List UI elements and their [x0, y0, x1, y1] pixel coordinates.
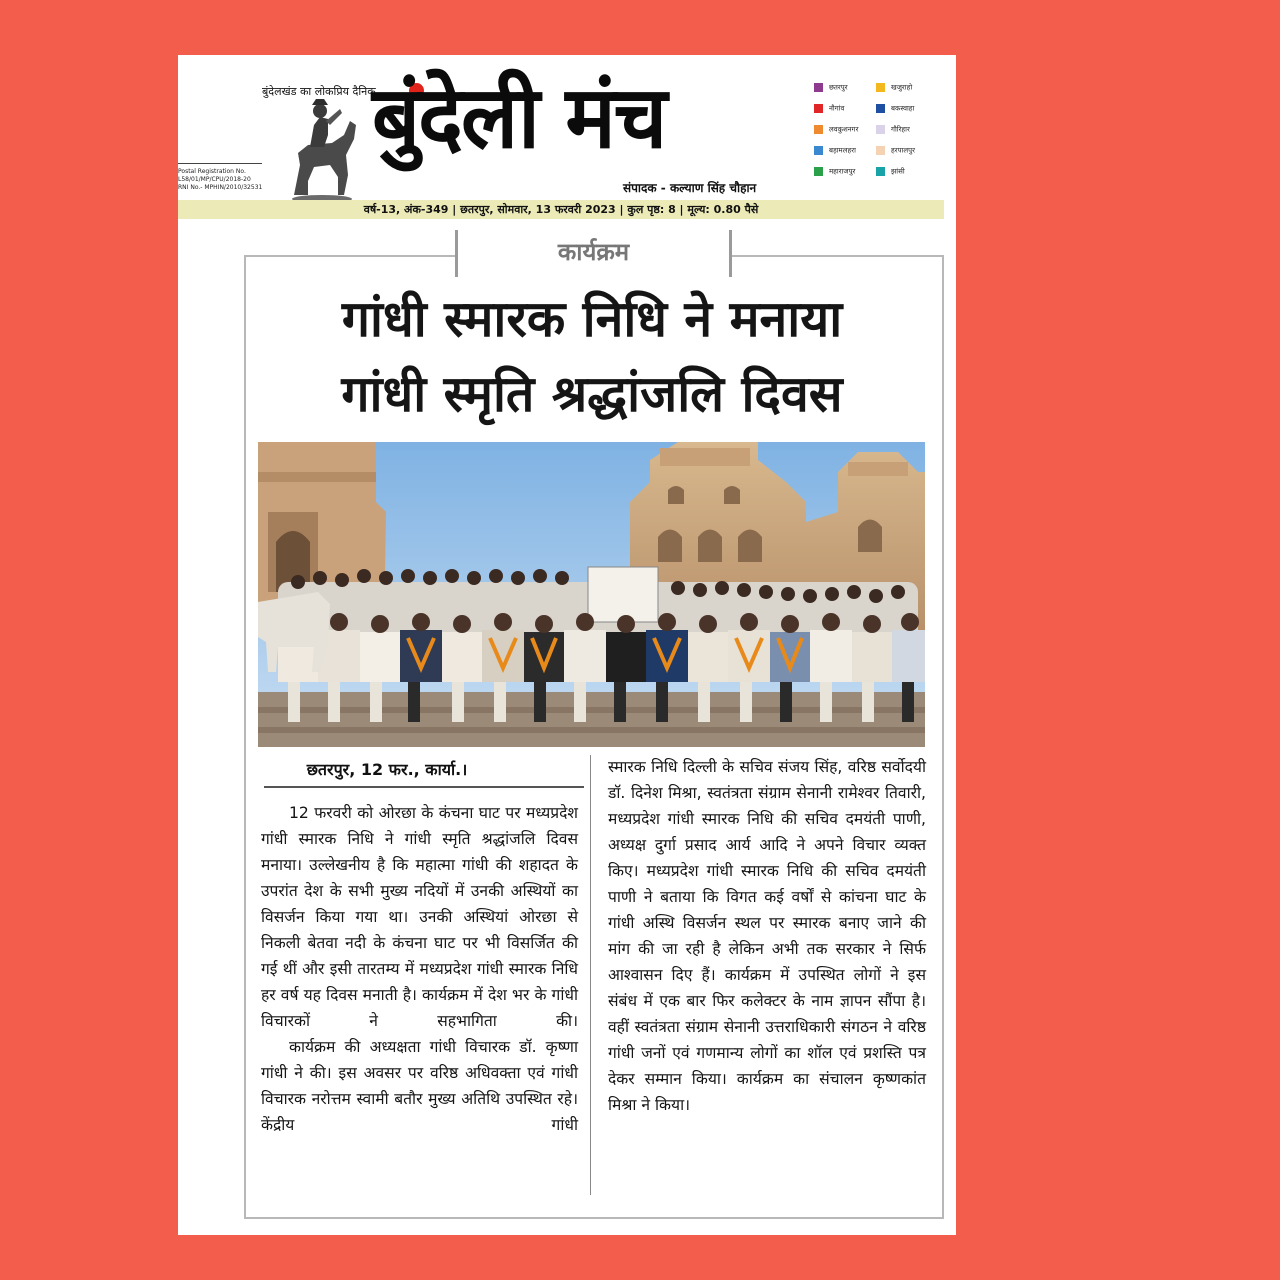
- edition-swatch: [876, 167, 885, 176]
- issue-info-bar: वर्ष-13, अंक-349 | छतरपुर, सोमवार, 13 फरवरी 2023 | कुल पृष्ठ: 8 | मूल्य: 0.80 पैसे: [178, 200, 944, 219]
- category-rule-right: [729, 230, 732, 277]
- newspaper-logo: बुंदेली मंच: [372, 68, 666, 168]
- edition-swatch: [814, 83, 823, 92]
- edition-swatch: [876, 83, 885, 92]
- edition-name: महाराजपुर: [829, 167, 856, 176]
- postal-number: L58/01/MP/CPU/2018-20: [178, 176, 251, 183]
- dateline-rule: [264, 786, 584, 788]
- editor-line: संपादक - कल्याण सिंह चौहान: [623, 181, 757, 195]
- edition-name: बकस्वाहा: [891, 104, 915, 113]
- dateline: छतरपुर, 12 फर., कार्या.।: [306, 760, 468, 779]
- edition-item: [814, 167, 855, 177]
- edition-name: लवकुशनगर: [829, 125, 859, 134]
- edition-item: [876, 83, 912, 93]
- edition-item: [814, 83, 848, 93]
- article-column-2: [608, 754, 926, 1118]
- edition-swatch: [814, 104, 823, 113]
- edition-item: [814, 146, 856, 156]
- masthead: [178, 55, 956, 220]
- rni-number: RNI No.- MPHIN/2010/32531: [178, 184, 263, 191]
- edition-swatch: [876, 104, 885, 113]
- headline-line-2: गांधी स्मृति श्रद्धांजलि दिवस: [341, 365, 843, 423]
- headline-line-1: गांधी स्मारक निधि ने मनाया: [341, 290, 843, 348]
- article-paragraph: 12 फरवरी को ओरछा के कंचना घाट पर मध्यप्रदेश गांधी स्मारक निधि ने गांधी स्मृति श्रद्धांजलि दिवस मनाया। उल्लेखनीय है कि महात्मा गांधी की शहादत के उपरांत देश के सभी मुख्य नदियों में उनकी अस्थियों का विसर्जन किया गया था। उनकी अस्थियां ओरछा से निकली बेतवा नदी के कंचना घाट पर भी विसर्जित की गई थीं और इसी तारतम्य में मध्यप्रदेश गांधी स्मारक निधि हर वर्ष यह दिवस मनाती है। कार्यक्रम में देश भर के गांधी विचारकों ने सहभागिता की।: [261, 804, 578, 1030]
- edition-item: [876, 104, 914, 114]
- article-paragraph: स्मारक निधि दिल्ली के सचिव संजय सिंह, वरिष्ठ सर्वोदयी डॉ. दिनेश मिश्रा, स्वतंत्रता संग्राम सेनानी रामेश्वर तिवारी, मध्यप्रदेश गांधी स्मारक निधि की सचिव दमयंती पाणी, अध्यक्ष दुर्गा प्रसाद आर्य आदि ने अपने विचार व्यक्त किए। मध्यप्रदेश गांधी स्मारक निधि की सचिव दमयंती पाणी ने बताया कि विगत कई वर्षों से कांचना घाट के गांधी अस्थि विसर्जन स्थल पर स्मारक बनाए जाने की मांग की जा रही है लेकिन अभी तक सरकार ने सिर्फ आश्वासन दिए हैं। कार्यक्रम में उपस्थित लोगों ने इस संबंध में एक बार फिर कलेक्टर के नाम ज्ञापन सौंपा है। वहीं स्वतंत्रता संग्राम सेनानी उत्तराधिकारी संगठन ने वरिष्ठ गांधी जनों एवं गणमान्य लोगों का शॉल एवं प्रशस्ति पत्र देकर सम्मान किया। कार्यक्रम का संचालन कृष्णकांत मिश्रा ने किया।: [608, 758, 926, 1114]
- postal-registration: [178, 168, 262, 192]
- group-photo: [258, 442, 925, 747]
- edition-swatch: [876, 146, 885, 155]
- edition-name: झांसी: [891, 167, 905, 176]
- edition-item: [876, 146, 915, 156]
- edition-swatch: [814, 167, 823, 176]
- article-column-1: [261, 800, 578, 1138]
- edition-item: [876, 125, 910, 135]
- edition-name: गौरिहार: [891, 125, 910, 134]
- edition-item: [876, 167, 905, 177]
- edition-name: हरपालपुर: [891, 146, 915, 155]
- edition-swatch: [876, 125, 885, 134]
- edition-name: नौगांव: [829, 104, 845, 113]
- edition-name: खजुराहो: [891, 83, 913, 92]
- edition-swatch: [814, 125, 823, 134]
- masthead-tagline: बुंदेलखंड का लोकप्रिय दैनिक: [262, 85, 376, 98]
- edition-item: [814, 125, 858, 135]
- equestrian-statue-icon: [274, 95, 370, 203]
- edition-item: [814, 104, 844, 114]
- newspaper-clipping: [178, 55, 956, 1235]
- edition-swatch: [814, 146, 823, 155]
- postal-divider: [178, 163, 262, 164]
- group-photo-illustration: [258, 442, 925, 747]
- article-paragraph: कार्यक्रम की अध्यक्षता गांधी विचारक डॉ. कृष्णा गांधी ने की। इस अवसर पर वरिष्ठ अधिवक्ता एवं गांधी विचारक नरोत्तम स्वामी बतौर मुख्य अतिथि उपस्थित रहे। केंद्रीय गांधी: [261, 1038, 578, 1134]
- column-rule: [590, 755, 591, 1195]
- article-category: कार्यक्रम: [557, 238, 630, 266]
- edition-name: छतरपुर: [829, 83, 848, 92]
- postal-label: Postal Registration No.: [178, 168, 246, 175]
- edition-name: बड़ामलहरा: [829, 146, 856, 155]
